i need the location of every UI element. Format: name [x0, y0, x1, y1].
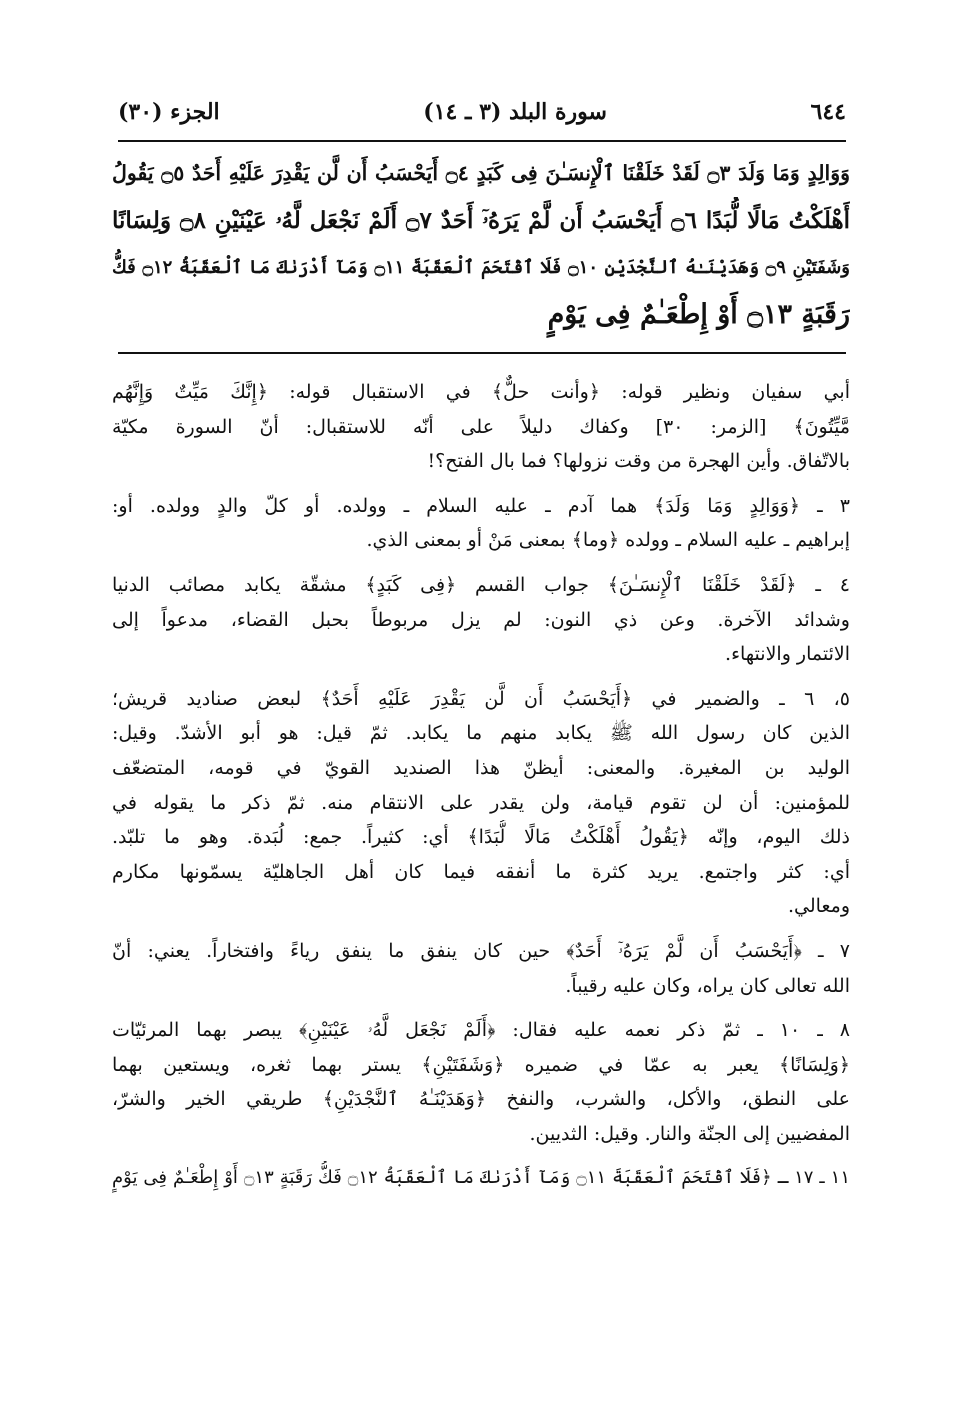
commentary-paragraph — [112, 568, 850, 672]
page-number: ٦٤٤ — [810, 99, 846, 125]
quran-text-block — [112, 150, 850, 338]
quran-line: رَقَبَةٍ ۝١٣ أَوْ إِطْعَـٰمٌ فِى يَوْمٍ — [547, 299, 850, 330]
quran-line: أَهْلَكْتُ مَالًا لُّبَدًا ۝٦ أَيَحْسَبُ أَن لَّمْ يَرَهُۥٓ أَحَدٌ ۝٧ أَلَمْ نَجْعَل لَّهُۥ عَيْنَيْنِ ۝٨ وَلِسَانًا — [112, 207, 850, 234]
commentary-line: وشدائد الآخرة. وعن ذي النون: لم يزل مربوطاً بحبل القضاء، مدعواً إلى — [112, 608, 850, 631]
commentary-line: ٨ ـ ١٠ ـ ثمّ ذكر نعمه عليه فقال: ﴿أَلَمْ نَجْعَل لَّهُۥ عَيْنَيْنِ﴾ يبصر بهما المرئيّات — [112, 1019, 850, 1042]
commentary-line: ﴿وَلِسَانًا﴾ يعبر به عمّا في ضميره ﴿وَشَفَتَيْنِ﴾ يستر بهما ثغره، ويستعين بهما — [112, 1053, 850, 1076]
commentary-paragraph — [112, 375, 850, 479]
commentary-paragraph — [112, 1013, 850, 1151]
commentary-paragraph — [112, 682, 850, 924]
commentary-line: بالاتّفاق. وأين الهجرة من وقت نزولها؟ فما بال الفتح؟! — [427, 450, 850, 473]
commentary-line: الوليد بن المغيرة. والمعنى: أيظنّ هذا الصنديد القويّ في قومه، المتضعّف — [112, 756, 850, 779]
commentary-paragraph — [112, 489, 850, 558]
commentary-line: ذلك اليوم، وإنّه ﴿يَقُولُ أَهْلَكْتُ مَالًا لُّبَدًا﴾ أي: كثيراً. جمع: لُبَدة. وهو ما تلبّد. — [112, 826, 850, 849]
surah-title: سورة البلد (٣ ـ ١٤) — [423, 99, 607, 125]
commentary-line: على النطق، والأكل، والشرب، والنفخ ﴿وَهَدَيْنَـٰهُ ٱلنَّجْدَيْنِ﴾ طريقي الخير والشرّ، — [112, 1088, 850, 1111]
header-divider — [118, 140, 846, 142]
commentary-line: ٧ ـ ﴿أَيَحْسَبُ أَن لَّمْ يَرَهُۥٓ أَحَدٌ﴾ حين كان ينفق ما ينفق رياءً وافتخاراً. يعني: أنّ — [112, 939, 850, 962]
commentary-line: ١١ ـ ١٧ ـ ﴿فَلَا ٱقْتَحَمَ ٱلْعَقَبَةَ ۝١١ وَمَآ أَدْرَىٰكَ مَا ٱلْعَقَبَةُ ۝١٢ فَكُّ رَقَبَةٍ ۝١٣ أَوْ إِطْعَـٰمٌ فِى يَوْمٍ — [112, 1167, 850, 1189]
commentary-line: الائتمار والانتهاء. — [725, 643, 850, 666]
quran-line: وَوَالِدٍ وَمَا وَلَدَ ۝٣ لَقَدْ خَلَقْنَا ٱلْإِنسَـٰنَ فِى كَبَدٍ ۝٤ أَيَحْسَبُ أَن لَّن يَقْدِرَ عَلَيْهِ أَحَدٌ ۝٥ يَقُولُ — [112, 161, 850, 185]
commentary-block — [112, 375, 850, 1206]
commentary-paragraph — [112, 934, 850, 1003]
section-divider — [118, 352, 846, 354]
commentary-line: أي: كثر واجتمع. يريد كثرة ما أنفقه فيما كان أهل الجاهليّة يسمّونها مكارم — [112, 860, 850, 883]
commentary-line: ٤ ـ ﴿لَقَدْ خَلَقْنَا ٱلْإِنسَـٰنَ﴾ جواب القسم ﴿فِى كَبَدٍ﴾ مشقّة يكابد مصائب الدنيا — [112, 573, 850, 596]
commentary-line: الله تعالى كان يراه، وكان عليه رقيباً. — [565, 974, 850, 997]
commentary-line: المفضيين إلى الجنّة والنار. وقيل: الثديين. — [529, 1122, 850, 1145]
commentary-line: الذين كان رسول الله ﷺ يكابد منهم ما يكابد. ثمّ قيل: هو أبو الأشدّ. وقيل: — [112, 722, 850, 745]
commentary-line: ٣ ـ ﴿وَوَالِدٍ وَمَا وَلَدَ﴾ هما آدم ـ عليه السلام ـ وولده. أو كلّ والدٍ وولده. أو: — [112, 494, 850, 517]
juz-label: الجزء (٣٠) — [118, 99, 220, 125]
commentary-line: للمؤمنين: أن لن تقوم قيامة، ولن يقدر على الانتقام منه. ثمّ ذكر ما يقوله في — [112, 791, 850, 814]
commentary-line: مَّيِّتُونَ﴾ [الزمر: ٣٠] وكفاك دليلاً على أنّه للاستقبال: أنّ السورة مكيّة — [112, 415, 850, 438]
page-header — [118, 92, 846, 132]
commentary-line: إبراهيم ـ عليه السلام ـ وولده ﴿وما﴾ بمعنى مَنْ أو بمعنى الذي. — [366, 529, 850, 552]
commentary-line: ٥، ٦ ـ والضمير في ﴿أَيَحْسَبُ أَن لَّن يَقْدِرَ عَلَيْهِ أَحَدٌ﴾ لبعض صناديد قريش؛ — [112, 687, 850, 710]
commentary-paragraph — [112, 1161, 850, 1196]
quran-line: وَشَفَتَيْنِ ۝٩ وَهَدَيْنَـٰهُ ٱلنَّجْدَيْنِ ۝١٠ فَلَا ٱقْتَحَمَ ٱلْعَقَبَةَ ۝١١ وَمَآ أَدْرَىٰكَ مَا ٱلْعَقَبَةُ ۝١٢ فَكُّ — [112, 257, 850, 278]
commentary-line: أبي سفيان ونظير قوله: ﴿وأنت حلٌّ﴾ في الاستقبال قوله: ﴿إِنَّكَ مَيِّتٌ وَإِنَّهُم — [112, 381, 850, 403]
commentary-line: ومعالي. — [788, 895, 850, 918]
